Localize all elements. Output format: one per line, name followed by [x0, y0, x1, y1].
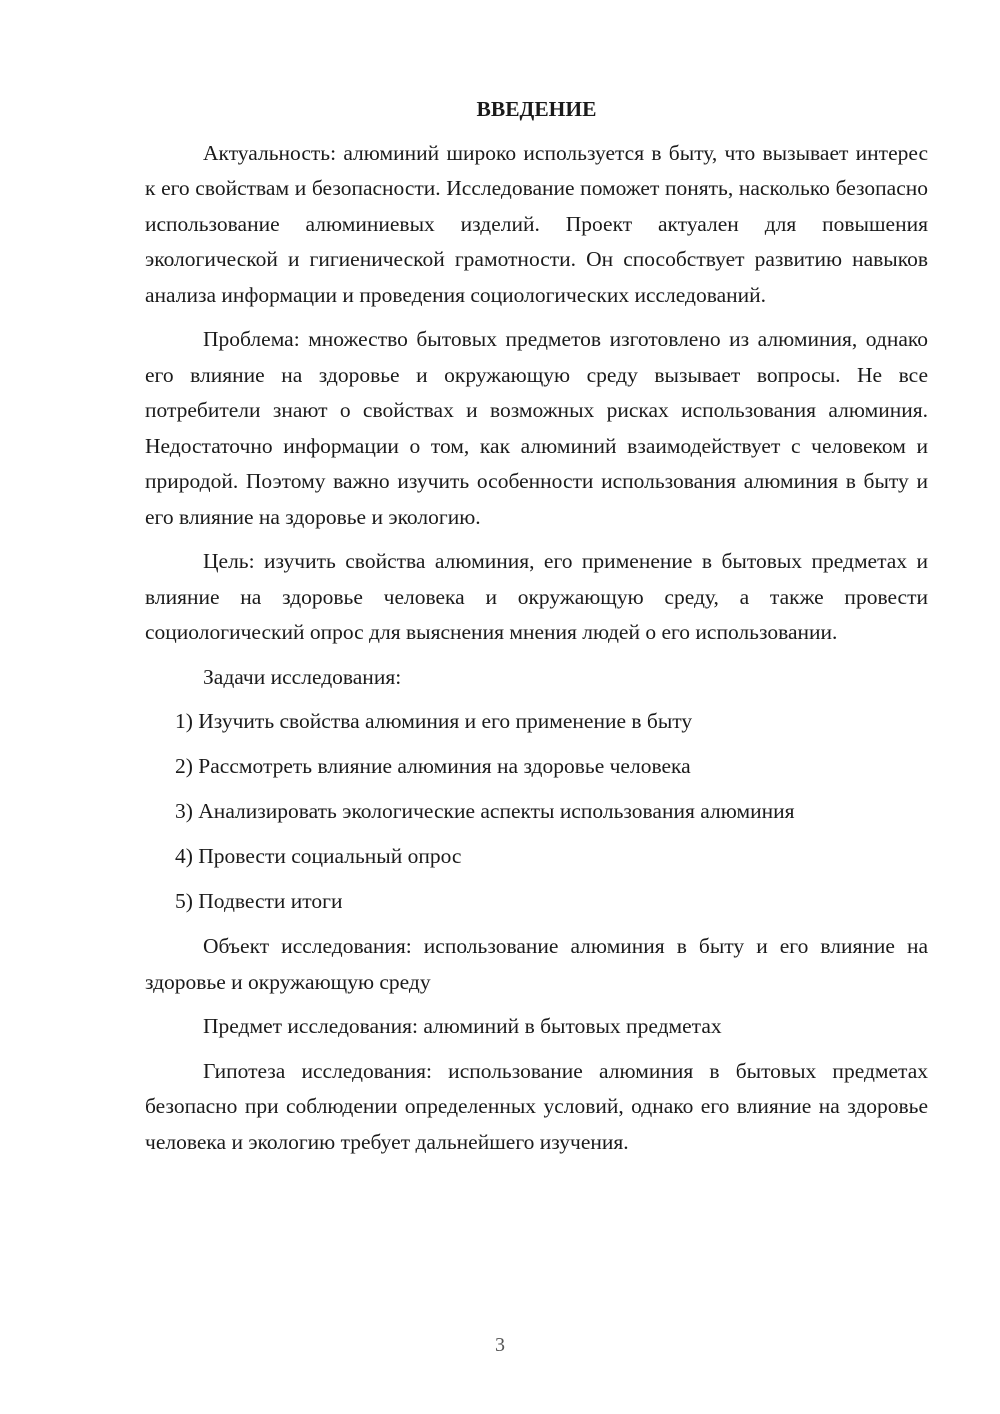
list-item: 4) Провести социальный опрос [175, 844, 462, 868]
subject-paragraph: Предмет исследования: алюминий в бытовых предметах [203, 1014, 722, 1038]
problem-paragraph: Проблема: множество бытовых предметов изготовлено из алюминия, однако его влияние на здоровье и окружающую среду вызывает вопросы. Не все потребители знают о свойствах и возможных рисках использования алюминия. Недостаточно информации о том, как алюминий взаимодействует с человеком и природой. Поэтому важно изучить особенности использования алюминия в быту и его влияние на здоровье и экологию. [145, 327, 928, 529]
relevance-paragraph: Актуальность: алюминий широко используется в быту, что вызывает интерес к его свойствам и безопасности. Исследование поможет понять, насколько безопасно использование алюминиевых изделий. Проект актуален для повышения экологической и гигиенической грамотности. Он способствует развитию навыков анализа информации и проведения социологических исследований. [145, 140, 928, 307]
list-item: 3) Анализировать экологические аспекты использования алюминия [175, 799, 795, 823]
hypothesis-paragraph: Гипотеза исследования: использование алюминия в бытовых предметах безопасно при соблюдении определенных условий, однако его влияние на здоровье человека и экологию требует дальнейшего изучения. [145, 1058, 928, 1154]
object-paragraph: Объект исследования: использование алюминия в быту и его влияние на здоровье и окружающую среду [145, 934, 928, 994]
list-item: 1) Изучить свойства алюминия и его применение в быту [175, 709, 693, 733]
list-item: 2) Рассмотреть влияние алюминия на здоровье человека [175, 754, 691, 778]
tasks-heading: Задачи исследования: [203, 664, 402, 689]
page-title: ВВЕДЕНИЕ [476, 97, 597, 121]
document-page [145, 92, 928, 1169]
task-list [145, 704, 928, 920]
goal-paragraph: Цель: изучить свойства алюминия, его применение в бытовых предметах и влияние на здоровье человека и окружающую среду, а также провести социологический опрос для выяснения мнения людей о его использовании. [145, 549, 928, 644]
list-item: 5) Подвести итоги [175, 889, 343, 913]
page-number: 3 [495, 1334, 505, 1356]
